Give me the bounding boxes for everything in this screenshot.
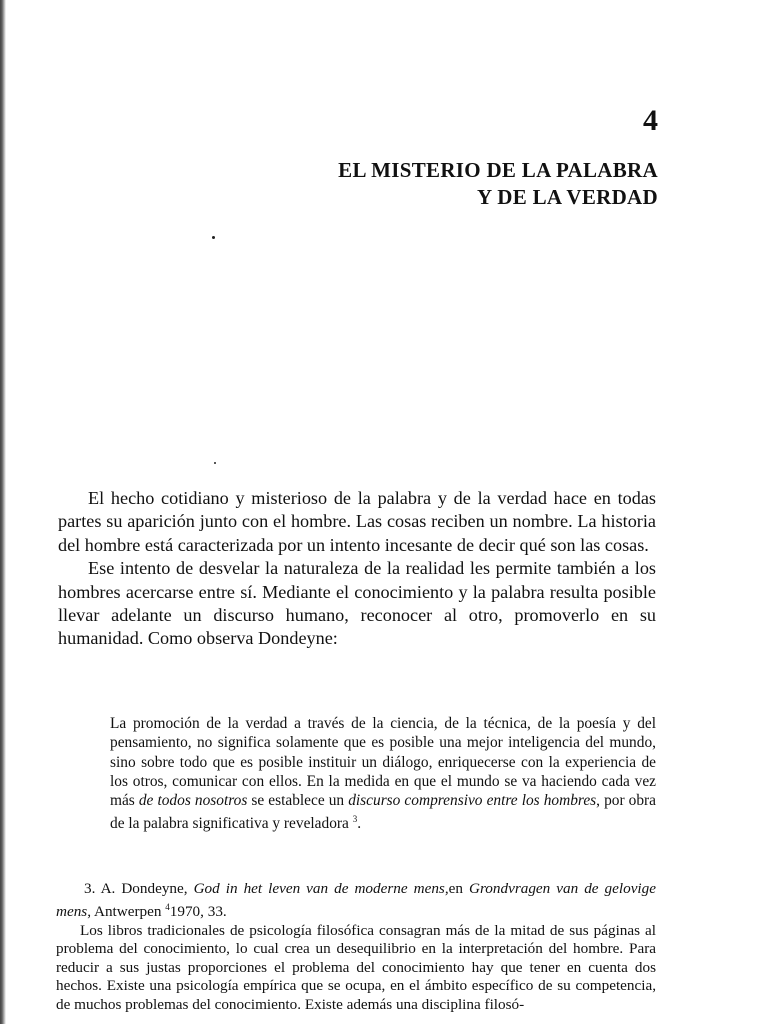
quote-text: La promoción de la verdad a través de la ciencia, de la técnica, de la poesía y del pensamiento, no significa solamente que es posible una mejor inteligencia del mundo, sino sobre todo que es posible instituir un diálogo, enriquecerse con la experiencia de los otros, comunicar con ellos. En la medida en que el mundo se va haciendo cada vez más [110,715,656,810]
footnote-number: 3. [84,880,96,897]
footnote-book-title: God in het leven van de moderne mens [193,880,445,897]
footnote-year: 1970, 33. [169,903,227,921]
quote-italic: discurso comprensivo entre los hombres [348,792,597,810]
chapter-title [158,157,658,211]
scan-speck [214,462,216,464]
body-text [58,487,656,651]
chapter-title-line-1: EL MISTERIO DE LA PALABRA [338,158,658,182]
chapter-title-line-2: Y DE LA VERDAD [477,185,658,209]
quote-text: . [357,815,362,833]
quote-italic: de todos nosotros [138,792,248,810]
paragraph: El hecho cotidiano y misterioso de la palabra y de la verdad hace en todas partes su aparición junto con el hombre. Las cosas reciben un nombre. La historia del hombre está caracterizada por un intento incesante de decir qué son las cosas. [58,488,656,555]
footnotes [56,880,656,1014]
footnote-edition: 4 [165,902,170,913]
footnote-reference: 3 [352,814,358,825]
footnote-continuation: Los libros tradicionales de psicología filosófica consagran más de la mitad de sus páginas al problema del conocimiento, lo cual crea un desequilibrio en la interpretación del hombre. Para reducir a sus justas proporciones el problema del conocimiento hay que tener en cuenta dos hechos. Existe una psicología empírica que se ocupa, en el ámbito específico de su competencia, de muchos problemas del conocimiento. Existe además una disciplina filosó- [56,921,656,1013]
footnote-3 [56,880,656,922]
quote-text: se establece un [247,792,349,810]
scanned-page-edge [0,0,6,1024]
scan-speck [212,236,215,239]
quote-text: , por obra de la palabra significativa y reveladora [110,792,656,833]
footnote-place: , Antwerpen [87,903,166,921]
chapter-number: 4 [643,104,658,137]
paragraph: Ese intento de desvelar la naturaleza de la realidad les permite también a los hombres acercarse entre sí. Mediante el conocimiento y la palabra resulta posible llevar adelante un discurso humano, reconocer al otro, promoverlo en su humanidad. Como observa Dondeyne: [58,558,656,649]
footnote-text: ,en [444,880,469,897]
block-quote [110,714,656,834]
footnote-author: A. Dondeyne, [100,880,194,897]
footnote-series-title: Grondvragen van de gelovige mens [56,880,656,921]
